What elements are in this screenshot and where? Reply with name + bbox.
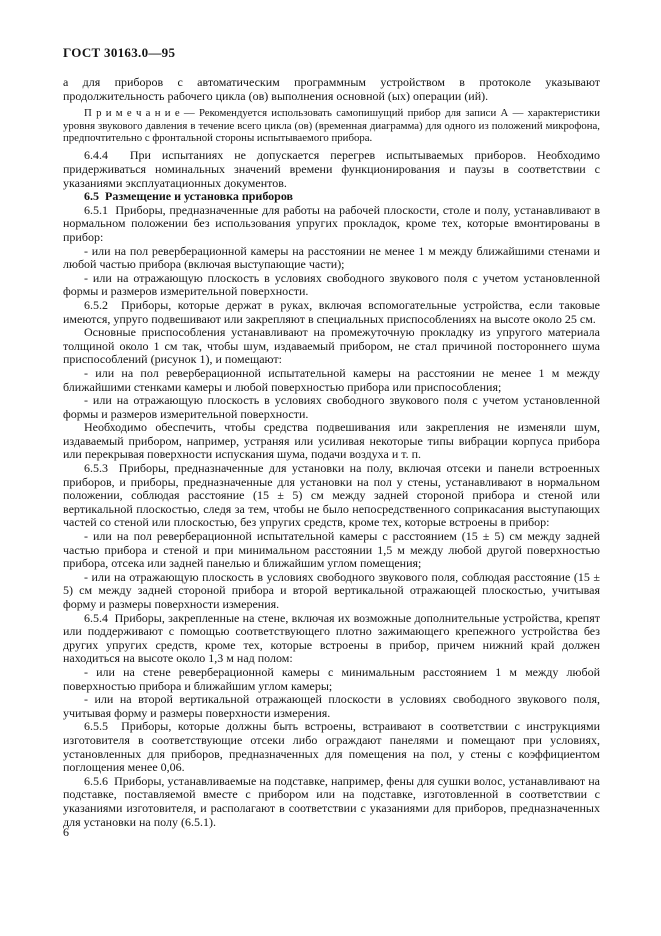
- document-content: [63, 76, 600, 829]
- paragraph-5: 6.5.1 Приборы, предназначенные для работы на рабочей плоскости, столе и полу, устанавливают в нормальном положении без использования упругих прокладок, кроме тех, которые вмонтированы в прибор:: [63, 202, 600, 244]
- paragraph-4: 6.5 Размещение и установка приборов: [84, 189, 294, 204]
- paragraph-20: 6.5.6 Приборы, устанавливаемые на подставке, например, фены для сушки волос, устанавливают на подставке, поставляемой вместе с прибором или на подставке, изготовленной в соответствии с указаниями изготовителя, и располагают в соответствии с указаниями для приборов, предназначенных для установки на полу (6.5.1).: [63, 773, 600, 829]
- paragraph-9: Основные приспособления устанавливают на промежуточную прокладку из упругого материала толщиной около 1 см так, чтобы шум, издаваемый прибором, не стал причиной постороннего шума приспособлений (рисунок 1), и помещают:: [63, 325, 600, 367]
- paragraph-15: - или на отражающую плоскость в условиях свободного звукового поля, соблюдая расстояние (15 ± 5) см между задней стороной прибора и второй вертикальной отражающей плоскостью, учитывая форму и размеры поверхности измерения.: [63, 569, 600, 611]
- paragraph-16: 6.5.4 Приборы, закрепленные на стене, включая их возможные дополнительные устройства, крепят или поддерживают с помощью соответствующего плотно зажимающего крепежного устройства без других упругих средств, кроме тех, которые встроены в прибор, причем нижний край должен находиться на высоте около 1,3 м над полом:: [63, 610, 600, 666]
- paragraph-6: - или на пол реверберационной камеры на расстоянии не менее 1 м между ближайшими стенами и любой частью прибора (включая выступающие части);: [63, 243, 600, 272]
- paragraph-14: - или на пол реверберационной испытательной камеры с расстоянием (15 ± 5) см между задней частью прибора и стеной и при минимальном расстоянии 1,5 м между любой другой поверхностью прибора, отсека или задней панелью и ближайшим углом помещения;: [63, 529, 600, 571]
- paragraph-12: Необходимо обеспечить, чтобы средства подвешивания или закрепления не изменяли шум, издаваемый прибором, например, устраняя или усиливая некоторые типы вибрации корпуса прибора или перекрывая поверхности испускания шума, подачи воздуха и т. п.: [63, 420, 600, 462]
- paragraph-10: - или на пол реверберационной испытательной камеры на расстоянии не менее 1 м между ближайшими стенками камеры и любой поверхностью прибора или приспособления;: [63, 365, 600, 394]
- paragraph-13: 6.5.3 Приборы, предназначенные для установки на полу, включая отсеки и панели встроенных приборов, и приборы, предназначенные для установки на пол у стены, устанавливают в нормальном положении, соблюдая расстояние (15 ± 5) см между задней стороной прибора и стеной или вертикальной плоскостью, следя за тем, чтобы не было непосредственного соприкасания выступающих частей со стеной или плоскостью, без упругих средств, кроме тех, которые встроены в прибор:: [63, 461, 600, 530]
- page-number: 6: [63, 825, 69, 839]
- paragraph-11: - или на отражающую плоскость в условиях свободного звукового поля с учетом установленной формы и размеров измерительной поверхности.: [63, 393, 600, 421]
- paragraph-18: - или на второй вертикальной отражающей плоскости в условиях свободного звукового поля, учитывая форму и размеры поверхности измерения.: [63, 692, 600, 720]
- document-header: ГОСТ 30163.0—95: [63, 45, 176, 60]
- paragraph-19: 6.5.5 Приборы, которые должны быть встроены, встраивают в соответствии с инструкциями изготовителя в соответствующие отсеки либо ограждают панелями и помещают при условиях, установленных для приборов, предназначенных для помещения на пол, у стены с коэффициентом поглощения менее 0,06.: [63, 719, 600, 775]
- paragraph-8: 6.5.2 Приборы, которые держат в руках, включая вспомогательные устройства, если таковые имеются, упруго подвешивают или закрепляют в специальных приспособлениях на высоте около 25 см.: [63, 297, 600, 326]
- paragraph-3: 6.4.4 При испытаниях не допускается перегрев испытываемых приборов. Необходимо придерживаться номинальных значений времени функционирования и паузы в соответствии с указаниями эксплуатационных документов.: [63, 148, 600, 190]
- paragraph-2: П р и м е ч а н и е — Рекомендуется использовать самопишущий прибор для записи А — характеристики уровня звукового давления в течение всего цикла (ов) (временная диаграмма) для одного из положений микрофона, предпочтительно с фронтальной стороны испытываемого прибора.: [63, 107, 600, 144]
- paragraph-7: - или на отражающую плоскость в условиях свободного звукового поля с учетом установленной формы и размеров измерительной поверхности.: [63, 270, 600, 299]
- paragraph-17: - или на стене реверберационной камеры с минимальным расстоянием 1 м между любой поверхностью прибора и ближайшим углом камеры;: [63, 664, 600, 693]
- paragraph-1: а для приборов с автоматическим программным устройством в протоколе указывают продолжительность рабочего цикла (ов) выполнения основной (ых) операции (ий).: [63, 75, 600, 103]
